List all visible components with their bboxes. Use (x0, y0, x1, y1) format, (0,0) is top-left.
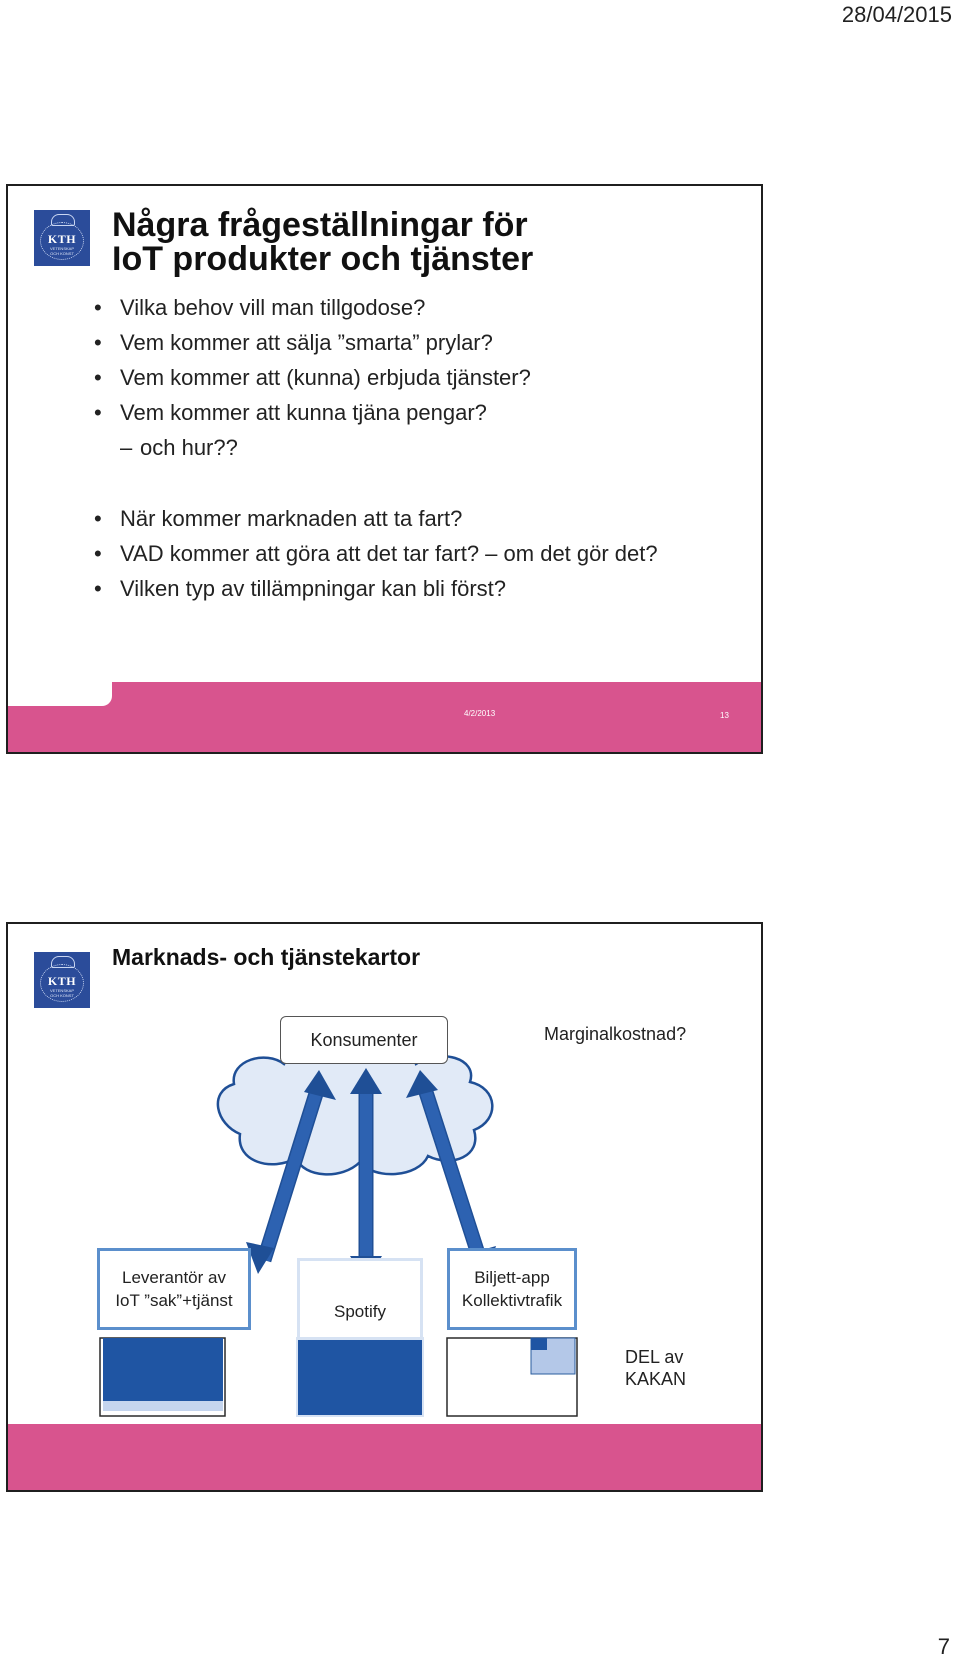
footer-band (8, 1424, 761, 1490)
bullet-item: • Vem kommer att kunna tjäna pengar? (90, 395, 658, 430)
bullet-item: • Vilken typ av tillämpningar kan bli först? (90, 571, 658, 606)
ticket-app-box (447, 1248, 577, 1330)
footer-band (8, 682, 761, 752)
slide-title (112, 208, 533, 276)
spotify-label: Spotify (334, 1301, 386, 1321)
kth-logo (34, 210, 90, 266)
ticket-app-line-1: Biljett-app (474, 1268, 550, 1287)
share-block-right (447, 1338, 577, 1416)
slide-2 (6, 922, 763, 1492)
bullet-item: • Vem kommer att (kunna) erbjuda tjänster? (90, 360, 658, 395)
header-date: 28/04/2015 (841, 2, 952, 27)
ticket-app-line-2: Kollektivtrafik (461, 1291, 563, 1310)
slide-title: Marknads- och tjänstekartor (112, 944, 421, 970)
page-number: 7 (937, 1634, 950, 1659)
bullet-item: • När kommer marknaden att ta fart? (90, 501, 658, 536)
share-of-cake-label (625, 1346, 686, 1390)
slide-1 (6, 184, 763, 754)
footer-band-notch (8, 682, 112, 706)
share-line-2: KAKAN (625, 1369, 687, 1389)
share-block-middle (297, 1338, 423, 1416)
bullet-list (90, 290, 658, 606)
iot-provider-box (97, 1248, 251, 1330)
sub-bullet-text: och hur?? (140, 435, 238, 460)
bullet-item: • Vilka behov vill man tillgodose? (90, 290, 658, 325)
market-map-diagram (8, 924, 761, 1490)
consumers-box: Konsumenter (280, 1016, 448, 1064)
logo-subtext-1: VETENSKAP (49, 246, 74, 251)
share-block-left (100, 1338, 225, 1416)
title-line-2: IoT produkter och tjänster (112, 240, 534, 278)
footer-date: 4/2/2013 (464, 709, 496, 718)
marginal-cost-label: Marginalkostnad? (544, 1024, 687, 1044)
share-line-1: DEL av (625, 1347, 684, 1367)
logo-text: KTH (47, 232, 77, 246)
logo-subtext-2: OCH KONST (50, 993, 74, 998)
bullet-item: • VAD kommer att göra att det tar fart? – om det gör det? (90, 536, 658, 571)
iot-provider-line-2: IoT ”sak”+tjänst (115, 1291, 233, 1310)
title-line-1: Några frågeställningar för (112, 206, 528, 244)
spotify-box (297, 1258, 423, 1340)
logo-subtext-2: OCH KONST (50, 251, 74, 256)
iot-provider-line-1: Leverantör av (122, 1268, 226, 1287)
logo-subtext-1: VETENSKAP (49, 988, 74, 993)
sub-bullet-item (90, 430, 658, 465)
bullet-item: • Vem kommer att sälja ”smarta” prylar? (90, 325, 658, 360)
footer-slide-number: 13 (720, 711, 729, 720)
logo-text: KTH (47, 974, 77, 988)
